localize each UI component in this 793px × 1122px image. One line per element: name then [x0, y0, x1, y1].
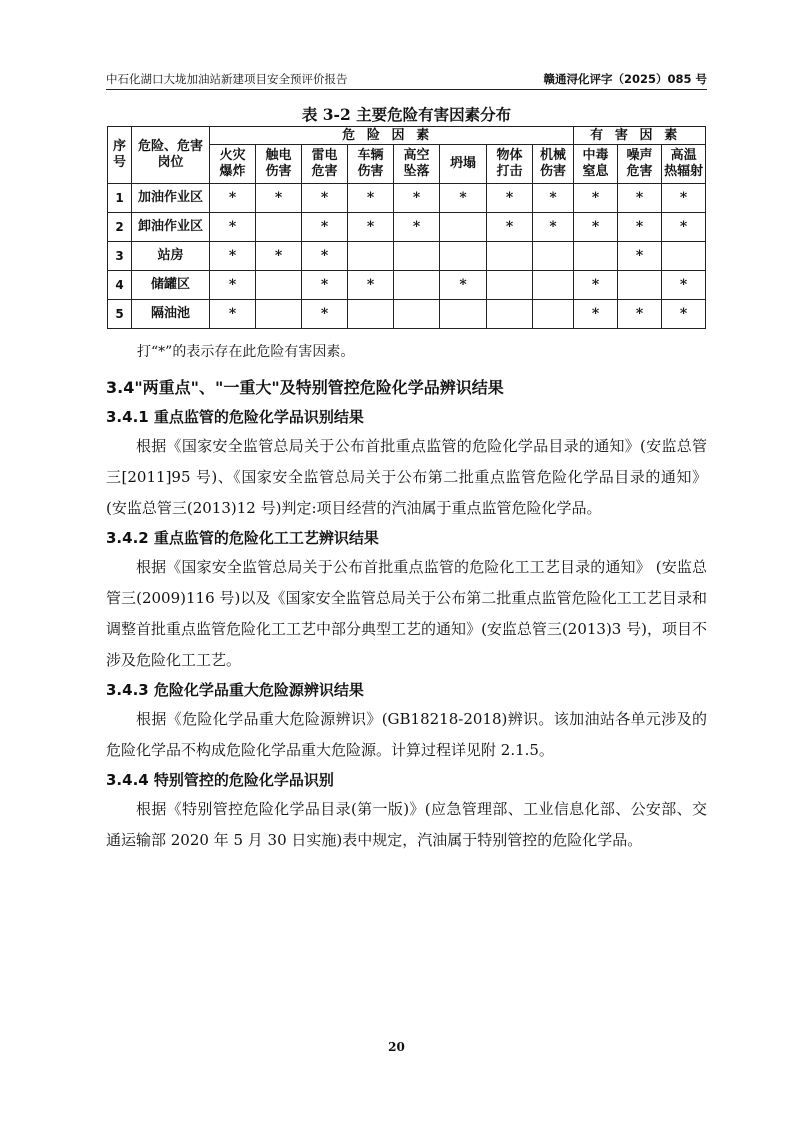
group-header-danger-text: 危险因素 [342, 127, 441, 143]
hazard-mark-cell: * [618, 184, 662, 213]
hazard-mark-cell: * [302, 271, 348, 300]
table-row [108, 213, 706, 242]
hazard-mark-cell: * [210, 242, 256, 271]
subsection-paragraph-1: 根据《国家安全监管总局关于公布首批重点监管的危险化学品目录的通知》(安监总管三[2011]95 号)、《国家安全监管总局关于公布第二批重点监管危险化学品目录的通知》(安监总管三(2013)12 号)判定:项目经营的汽油属于重点监管危险化学品。 [106, 437, 707, 517]
table-row [108, 242, 706, 271]
hazard-mark-cell: * [210, 213, 256, 242]
hazard-mark-cell: * [662, 184, 706, 213]
header-divider [106, 89, 707, 90]
hazard-mark-cell: * [487, 213, 533, 242]
hazard-mark-cell: * [394, 184, 440, 213]
hazard-mark-cell: * [394, 213, 440, 242]
danger-factor-header: 火灾 爆炸 [210, 145, 256, 184]
row-area-cell: 加油作业区 [132, 184, 210, 213]
row-number-cell: 2 [108, 213, 132, 242]
hazard-mark-cell [487, 242, 533, 271]
col-header-seq [108, 127, 132, 184]
harm-factor-header: 中毒 窒息 [574, 145, 618, 184]
row-number-cell: 3 [108, 242, 132, 271]
hazard-mark-cell: * [210, 271, 256, 300]
hazard-mark-cell [256, 300, 302, 329]
hazard-mark-cell [574, 242, 618, 271]
hazard-mark-cell: * [210, 300, 256, 329]
group-header-harm-text: 有害因素 [590, 127, 689, 143]
hazard-mark-cell [533, 300, 574, 329]
row-area-cell: 隔油池 [132, 300, 210, 329]
hazard-mark-cell [618, 271, 662, 300]
hazard-mark-cell [394, 242, 440, 271]
page-number: 20 [388, 1040, 405, 1054]
hazard-mark-cell: * [302, 184, 348, 213]
harm-factor-header: 高温 热辐射 [662, 145, 706, 184]
group-header-danger [210, 127, 574, 145]
hazard-mark-cell [348, 300, 394, 329]
group-header-harm [574, 127, 706, 145]
hazard-mark-cell: * [574, 271, 618, 300]
subsection-title-4: 3.4.4 特别管控的危险化学品识别 [106, 771, 334, 789]
hazard-mark-cell: * [662, 300, 706, 329]
header-report-title: 中石化湖口大垅加油站新建项目安全预评价报告 [106, 72, 348, 86]
hazard-mark-cell: * [348, 271, 394, 300]
page-header [106, 71, 707, 89]
danger-factor-header: 雷电 危害 [302, 145, 348, 184]
hazard-mark-cell: * [618, 242, 662, 271]
hazard-mark-cell: * [210, 184, 256, 213]
hazard-mark-cell: * [533, 184, 574, 213]
hazard-mark-cell [487, 300, 533, 329]
table-note: 打“*”的表示存在此危险有害因素。 [137, 344, 355, 360]
hazard-mark-cell [440, 213, 487, 242]
hazard-mark-cell [487, 271, 533, 300]
col-header-area [132, 127, 210, 184]
hazard-mark-cell: * [662, 271, 706, 300]
subsection-title-3: 3.4.3 危险化学品重大危险源辨识结果 [106, 681, 364, 699]
subsection-paragraph-3: 根据《危险化学品重大危险源辨识》(GB18218-2018)辨识。该加油站各单元涉及的危险化学品不构成危险化学品重大危险源。计算过程详见附 2.1.5。 [106, 710, 707, 759]
hazard-mark-cell: * [348, 184, 394, 213]
hazard-mark-cell: * [574, 184, 618, 213]
hazard-mark-cell [533, 271, 574, 300]
hazard-mark-cell: * [256, 184, 302, 213]
hazard-mark-cell [394, 271, 440, 300]
hazard-mark-cell: * [618, 300, 662, 329]
hazard-mark-cell [394, 300, 440, 329]
hazard-mark-cell: * [302, 213, 348, 242]
hazard-mark-cell [440, 242, 487, 271]
section-title: 3.4"两重点"、"一重大"及特别管控危险化学品辨识结果 [106, 378, 504, 397]
col-header-seq-text: 序 号 [112, 139, 126, 170]
hazard-mark-cell [348, 242, 394, 271]
hazard-distribution-table [107, 126, 706, 329]
hazard-mark-cell: * [662, 213, 706, 242]
hazard-mark-cell [256, 213, 302, 242]
hazard-mark-cell [662, 242, 706, 271]
hazard-mark-cell: * [256, 242, 302, 271]
subsection-paragraph-2: 根据《国家安全监管总局关于公布首批重点监管的危险化工工艺目录的通知》 (安监总管三(2009)116 号)以及《国家安全监管总局关于公布第二批重点监管危险化工工艺目录和调整首批重点监管危险化工工艺中部分典型工艺的通知》(安监总管三(2013)3 号)，项目不涉及危险化工工艺。 [106, 558, 707, 669]
table-row [108, 300, 706, 329]
col-header-area-text: 危险、危害 岗位 [137, 139, 203, 170]
hazard-mark-cell: * [302, 242, 348, 271]
hazard-mark-cell: * [440, 271, 487, 300]
row-number-cell: 4 [108, 271, 132, 300]
hazard-mark-cell: * [618, 213, 662, 242]
danger-factor-header: 车辆 伤害 [348, 145, 394, 184]
subsection-title-1: 3.4.1 重点监管的危险化学品识别结果 [106, 408, 364, 426]
table-title: 表 3-2 主要危险有害因素分布 [301, 105, 512, 124]
danger-factor-header: 触电 伤害 [256, 145, 302, 184]
subsection-title-2: 3.4.2 重点监管的危险化工工艺辨识结果 [106, 529, 379, 547]
row-area-cell: 站房 [132, 242, 210, 271]
table-row [108, 184, 706, 213]
row-area-cell: 储罐区 [132, 271, 210, 300]
hazard-mark-cell: * [440, 184, 487, 213]
hazard-mark-cell [256, 271, 302, 300]
hazard-mark-cell: * [533, 213, 574, 242]
danger-factor-header: 机械 伤害 [533, 145, 574, 184]
danger-factor-header: 物体 打击 [487, 145, 533, 184]
hazard-mark-cell: * [487, 184, 533, 213]
danger-factor-header: 高空 坠落 [394, 145, 440, 184]
hazard-mark-cell: * [302, 300, 348, 329]
hazard-mark-cell: * [348, 213, 394, 242]
table-row [108, 271, 706, 300]
harm-factor-header: 噪声 危害 [618, 145, 662, 184]
row-area-cell: 卸油作业区 [132, 213, 210, 242]
hazard-mark-cell [533, 242, 574, 271]
table-body [108, 184, 706, 329]
header-document-number: 赣通浔化评字（2025）085 号 [543, 72, 707, 86]
hazard-mark-cell [440, 300, 487, 329]
hazard-mark-cell: * [574, 213, 618, 242]
danger-factor-header: 坍塌 [440, 145, 487, 184]
row-number-cell: 5 [108, 300, 132, 329]
hazard-mark-cell: * [574, 300, 618, 329]
row-number-cell: 1 [108, 184, 132, 213]
subsection-paragraph-4: 根据《特别管控危险化学品目录(第一版)》(应急管理部、工业信息化部、公安部、交通运输部 2020 年 5 月 30 日实施)表中规定，汽油属于特别管控的危险化学品。 [106, 800, 707, 849]
section-content [106, 373, 707, 856]
